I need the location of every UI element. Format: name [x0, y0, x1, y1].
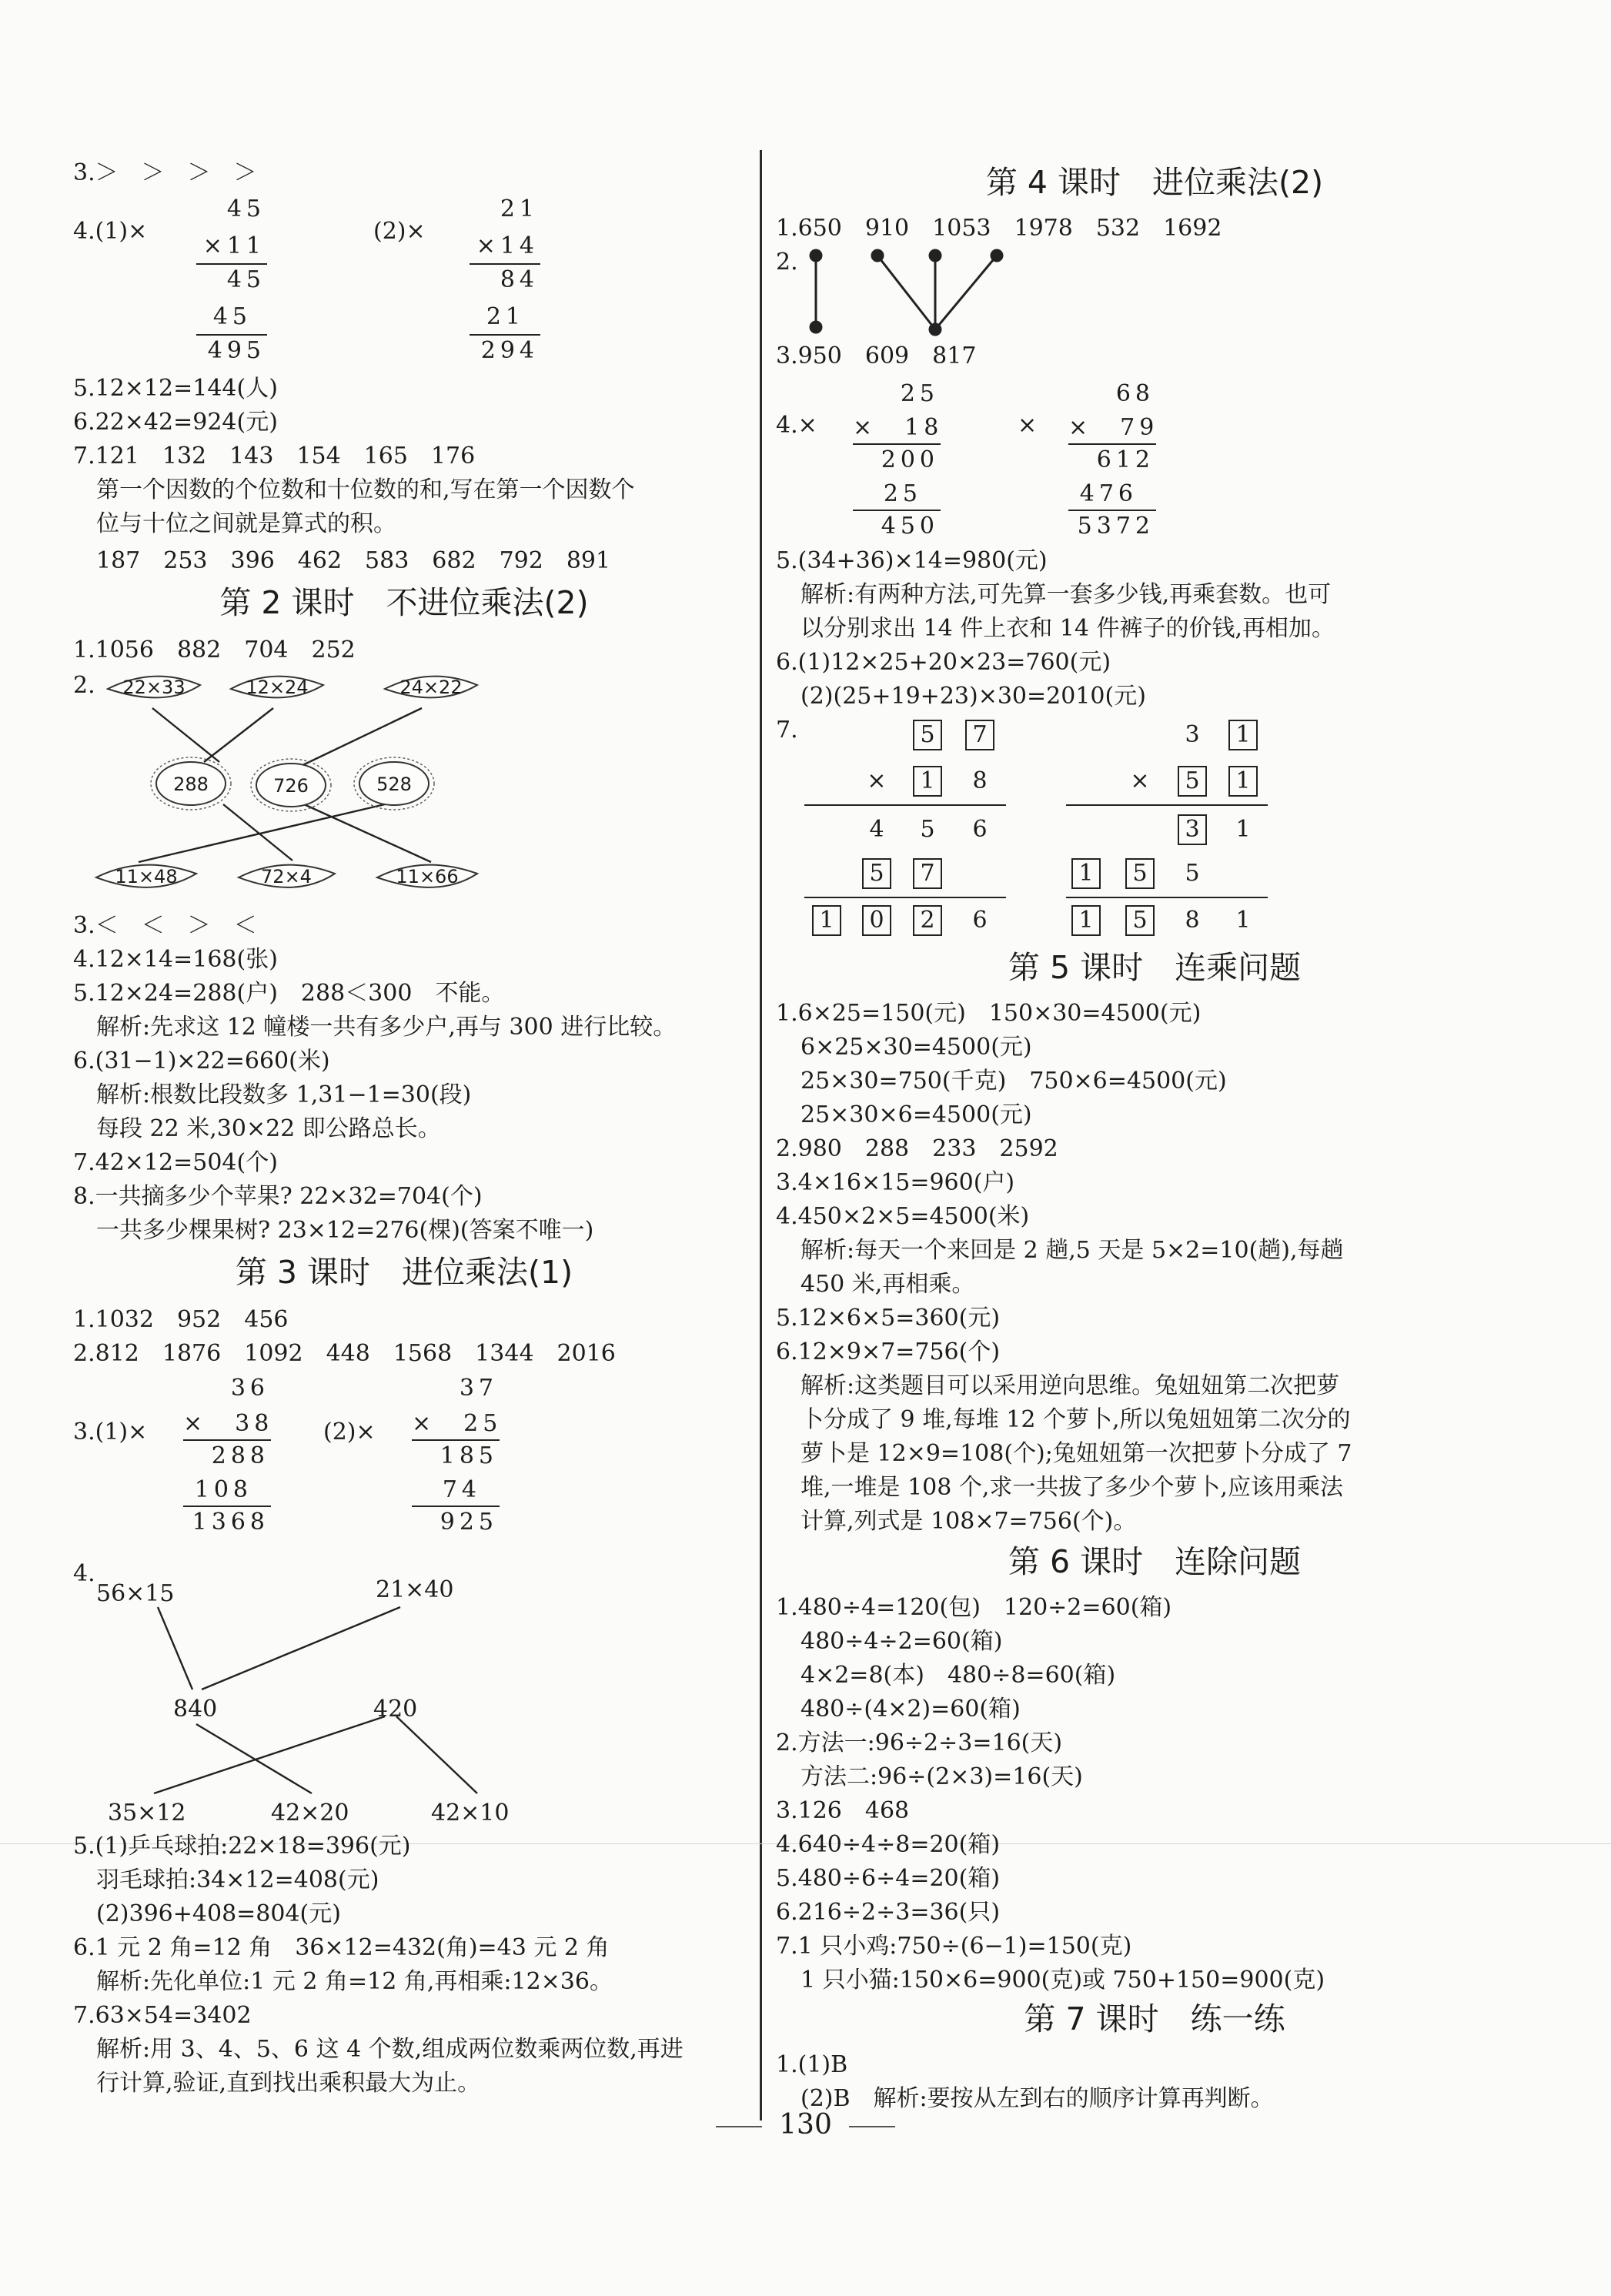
connect-diag-3 — [935, 256, 997, 329]
s4-mult1-res: 450 — [881, 513, 939, 540]
s4-q4-label2: × — [1018, 412, 1038, 439]
s4-q5-analysis2: 以分别求出 14 件上衣和 14 件裤子的价钱,再相加。 — [800, 615, 1335, 642]
s2-q8: 8.一共摘多少个苹果? 22×32=704(个) — [73, 1183, 483, 1210]
p1-r1-box1: 5 — [913, 720, 942, 750]
p2-r4-box1: 1 — [1071, 858, 1101, 889]
s5-q4: 4.450×2×5=4500(米) — [776, 1203, 1030, 1230]
leaf-top-1: 22×33 — [122, 677, 185, 698]
s4-q1: 1.650 910 1053 1978 532 1692 — [776, 215, 1222, 242]
s3-mult2-p1: 185 — [440, 1442, 498, 1469]
s3-q5: 5.(1)乒乓球拍:22×18=396(元) — [73, 1833, 411, 1860]
mult2-res: 294 — [480, 337, 539, 364]
s6-q3: 3.126 468 — [776, 1797, 910, 1824]
s4-mult1-p1: 200 — [881, 446, 939, 473]
s2-q6-analysis1: 解析:根数比段数多 1,31−1=30(段) — [96, 1081, 472, 1108]
s3-q2: 2.812 1876 1092 448 1568 1344 2016 — [73, 1340, 616, 1367]
p1-r5-box1: 1 — [812, 905, 841, 936]
s5-q1-d: 25×30×6=4500(元) — [800, 1101, 1032, 1128]
left-q5: 5.12×12=144(人) — [73, 375, 278, 402]
page-number-dash-right — [849, 2126, 895, 2127]
s3-q3-label2: (2)× — [323, 1419, 376, 1445]
leaf-bot-3: 11×66 — [396, 866, 459, 887]
s5-q6-analysis1: 解析:这类题目可以采用逆向思维。兔妞妞第二次把萝 — [800, 1372, 1340, 1399]
mult1-mid: ×11 — [202, 232, 266, 259]
s3-q7-analysis2: 行计算,验证,直到找出乘积最大为止。 — [96, 2070, 481, 2097]
s6-q1-b: 480÷4÷2=60(箱) — [800, 1628, 1003, 1655]
s4-q7-label: 7. — [776, 717, 798, 744]
s4-q6-second: (2)(25+19+23)×30=2010(元) — [800, 683, 1146, 710]
heading-lesson-7: 第 7 课时 练一练 — [1024, 2000, 1285, 2037]
s3-q1: 1.1032 952 456 — [73, 1306, 289, 1333]
s2-q3: 3.＜ ＜ ＞ ＜ — [73, 912, 257, 939]
s2-q4: 4.12×14=168(张) — [73, 946, 278, 973]
s4-mult2-rule2 — [1068, 510, 1156, 511]
p2-r1-box: 1 — [1228, 720, 1258, 750]
expr-21x40: 21×40 — [376, 1576, 454, 1603]
s5-q6-analysis5: 计算,列式是 108×7=756(个)。 — [800, 1508, 1137, 1535]
s5-q1-b: 6×25×30=4500(元) — [800, 1034, 1032, 1061]
s4-mult2-p1: 612 — [1096, 446, 1155, 473]
s2-q7: 7.42×12=504(个) — [73, 1149, 278, 1176]
s2-q6: 6.(31−1)×22=660(米) — [73, 1048, 330, 1074]
dot-top-4 — [991, 250, 1002, 261]
s4-q3: 3.950 609 817 — [776, 343, 977, 369]
s6-q2: 2.方法一:96÷2÷3=16(天) — [776, 1730, 1063, 1756]
s4-mult1-mid: × 18 — [853, 414, 944, 441]
s3-mult2-top: 37 — [459, 1375, 498, 1402]
s6-q4: 4.640÷4÷8=20(箱) — [776, 1831, 1001, 1858]
dot-bot-2 — [930, 324, 941, 335]
s4-mult2-top: 68 — [1115, 380, 1155, 407]
s3-mult1-res: 1368 — [192, 1509, 269, 1536]
left-q7: 7.121 132 143 154 165 176 — [73, 443, 476, 470]
s4-mult2-rule1 — [1068, 443, 1156, 445]
s3-q3-label1: 3.(1)× — [73, 1419, 148, 1445]
mult1-p1: 45 — [226, 266, 266, 293]
p1-r4-box2: 7 — [913, 858, 942, 889]
leaf-top-3: 24×22 — [399, 677, 463, 698]
left-q4-label1: 4.(1)× — [73, 218, 148, 245]
p2-r4-digit: 5 — [1185, 860, 1200, 887]
flower-3: 528 — [376, 774, 412, 795]
p2-rule2 — [1066, 897, 1268, 898]
p2-r2-box1: 5 — [1178, 766, 1207, 797]
s5-q4-analysis2: 450 米,再相乘。 — [800, 1271, 975, 1298]
p1-r4-box1: 5 — [862, 858, 891, 889]
s4-mult2-mid: × 79 — [1068, 414, 1159, 441]
s3-q6-analysis: 解析:先化单位:1 元 2 角=12 角,再相乘:12×36。 — [96, 1968, 613, 1995]
s5-q6-analysis4: 堆,一堆是 108 个,求一共拔了多少个萝卜,应该用乘法 — [800, 1474, 1343, 1501]
dot-top-3 — [930, 250, 941, 261]
s5-q2: 2.980 288 233 2592 — [776, 1135, 1058, 1162]
mult2-p1: 84 — [500, 266, 539, 293]
s3-mult1-top: 36 — [230, 1375, 269, 1402]
s3-mult2-mid: × 25 — [412, 1410, 503, 1437]
s5-q4-analysis1: 解析:每天一个来回是 2 趟,5 天是 5×2=10(趟),每趟 — [800, 1237, 1344, 1264]
heading-lesson-3: 第 3 课时 进位乘法(1) — [235, 1254, 573, 1291]
p2-r5-box2: 5 — [1125, 905, 1155, 936]
s3-q4-label: 4. — [73, 1560, 95, 1587]
expr-42x10: 42×10 — [431, 1800, 510, 1826]
mult2-p2: 21 — [486, 303, 525, 330]
s3-mult2-p2: 74 — [442, 1476, 481, 1503]
s3-mult1-mid: × 38 — [183, 1410, 274, 1437]
s3-mult2-res: 925 — [440, 1509, 498, 1536]
left-q6: 6.22×42=924(元) — [73, 409, 278, 436]
mult1-res: 495 — [207, 337, 266, 364]
s4-mult1-top: 25 — [900, 380, 939, 407]
p1-rule1 — [804, 804, 1006, 806]
s2-q2-label: 2. — [73, 672, 95, 699]
s5-q3: 3.4×16×15=960(户) — [776, 1169, 1015, 1196]
flower-2: 726 — [273, 775, 309, 797]
s6-q2-b: 方法二:96÷(2×3)=16(天) — [800, 1763, 1083, 1790]
left-q7-text2: 位与十位之间就是算式的积。 — [96, 510, 396, 537]
s2-q1: 1.1056 882 704 252 — [73, 637, 356, 663]
p1-times: × — [867, 767, 887, 794]
s4-mult2-p2: 476 — [1079, 480, 1138, 507]
p1-r5-digit: 6 — [972, 907, 988, 934]
page-number-dash-left — [716, 2126, 762, 2127]
s5-q6-analysis2: 卜分成了 9 堆,每堆 12 个萝卜,所以兔妞妞第二次分的 — [800, 1406, 1351, 1433]
s6-q6: 6.216÷2÷3=36(只) — [776, 1899, 1001, 1926]
mult1-p2: 45 — [212, 303, 252, 330]
p2-r5-box1: 1 — [1071, 905, 1101, 936]
s4-mult2-res: 5372 — [1077, 513, 1155, 540]
s3-q6: 6.1 元 2 角=12 角 36×12=432(角)=43 元 2 角 — [73, 1934, 610, 1961]
heading-lesson-4: 第 4 课时 进位乘法(2) — [985, 164, 1324, 201]
s6-q5: 5.480÷6÷4=20(箱) — [776, 1865, 1001, 1892]
s5-q6-analysis3: 萝卜是 12×9=108(个);兔妞妞第一次把萝卜分成了 7 — [800, 1440, 1352, 1467]
s3-q5-third: (2)396+408=804(元) — [96, 1900, 341, 1927]
p2-r3-box: 3 — [1178, 814, 1207, 845]
s3-q7-analysis1: 解析:用 3、4、5、6 这 4 个数,组成两位数乘两位数,再进 — [96, 2036, 684, 2063]
left-q4-label2: (2)× — [373, 218, 426, 245]
p1-r5-box2: 0 — [862, 905, 891, 936]
s4-q5: 5.(34+36)×14=980(元) — [776, 547, 1048, 574]
p2-times: × — [1130, 767, 1150, 794]
dot-top-1 — [811, 250, 821, 261]
p2-r2-box2: 1 — [1228, 766, 1258, 797]
connect-diag-1 — [877, 256, 935, 329]
s6-q1: 1.480÷4=120(包) 120÷2=60(箱) — [776, 1594, 1172, 1621]
s6-q7: 7.1 只小鸡:750÷(6−1)=150(克) — [776, 1933, 1132, 1960]
p2-r4-box2: 5 — [1125, 858, 1155, 889]
left-q3: 3.＞ ＞ ＞ ＞ — [73, 159, 257, 186]
s2-q5: 5.12×24=288(户) 288＜300 不能。 — [73, 980, 505, 1007]
expr-42x20: 42×20 — [271, 1800, 349, 1826]
p1-r3-d3: 6 — [972, 816, 988, 843]
left-q7-list: 187 253 396 462 583 682 792 891 — [96, 547, 611, 574]
s5-q5: 5.12×6×5=360(元) — [776, 1305, 1001, 1332]
s2-q5-analysis: 解析:先求这 12 幢楼一共有多少户,再与 300 进行比较。 — [96, 1014, 677, 1041]
flower-1: 288 — [173, 774, 209, 795]
val-420: 420 — [373, 1696, 418, 1723]
expr-56x15: 56×15 — [96, 1580, 175, 1607]
s3-mult1-p2: 108 — [194, 1476, 252, 1503]
page-number-value: 130 — [779, 2109, 832, 2141]
s3-q7: 7.63×54=3402 — [73, 2002, 252, 2029]
s4-q5-analysis1: 解析:有两种方法,可先算一套多少钱,再乘套数。也可 — [800, 581, 1332, 608]
s2-q6-analysis2: 每段 22 米,30×22 即公路总长。 — [96, 1115, 441, 1142]
leaf-bot-1: 11×48 — [115, 866, 178, 887]
expr-35x12: 35×12 — [108, 1800, 186, 1826]
s4-mult1-rule2 — [853, 510, 941, 511]
s4-q2-label: 2. — [776, 249, 798, 276]
s4-mult1-p2: 25 — [883, 480, 922, 507]
mult2-mid: ×14 — [476, 232, 539, 259]
p1-rule2 — [804, 897, 1006, 898]
p1-r1-box2: 7 — [965, 720, 994, 750]
dot-top-2 — [872, 250, 883, 261]
p1-r3-d2: 5 — [920, 816, 935, 843]
leaf-bot-2: 72×4 — [261, 866, 312, 887]
leaf-top-2: 12×24 — [246, 677, 309, 698]
p1-r3-d1: 4 — [869, 816, 884, 843]
heading-lesson-6: 第 6 课时 连除问题 — [1008, 1543, 1302, 1580]
s7-q1-b: (2)B 解析:要按从左到右的顺序计算再判断。 — [800, 2085, 1274, 2112]
mult2-top: 21 — [500, 196, 539, 222]
s2-q8-second: 一共多少棵果树? 23×12=276(棵)(答案不唯一) — [96, 1217, 594, 1244]
s5-q1: 1.6×25=150(元) 150×30=4500(元) — [776, 1000, 1202, 1027]
p2-r5-d3: 8 — [1185, 907, 1200, 934]
heading-lesson-2: 第 2 课时 不进位乘法(2) — [219, 584, 589, 621]
p2-r5-d4: 1 — [1235, 907, 1251, 934]
s4-mult1-rule1 — [853, 443, 941, 445]
dot-bot-1 — [811, 322, 821, 333]
s3-q5-second: 羽毛球拍:34×12=408(元) — [96, 1867, 379, 1893]
p1-r2-box: 1 — [913, 766, 942, 797]
s6-q1-c: 4×2=8(本) 480÷8=60(箱) — [800, 1662, 1116, 1689]
left-q7-text1: 第一个因数的个位数和十位数的和,写在第一个因数个 — [96, 476, 635, 503]
val-840: 840 — [173, 1696, 218, 1723]
page-number — [0, 2109, 1611, 2141]
mult1-top: 45 — [226, 196, 266, 222]
p2-rule1 — [1066, 804, 1268, 806]
s5-q1-c: 25×30=750(千克) 750×6=4500(元) — [800, 1068, 1227, 1095]
s6-q1-d: 480÷(4×2)=60(箱) — [800, 1696, 1021, 1723]
s4-q6: 6.(1)12×25+20×23=760(元) — [776, 649, 1111, 676]
s4-q4-label1: 4.× — [776, 412, 817, 439]
s6-q7-b: 1 只小猫:150×6=900(克)或 750+150=900(克) — [800, 1967, 1325, 1994]
s7-q1: 1.(1)B — [776, 2051, 848, 2078]
heading-lesson-5: 第 5 课时 连乘问题 — [1008, 949, 1302, 986]
s3-mult1-p1: 288 — [211, 1442, 269, 1469]
p1-r5-box3: 2 — [913, 905, 942, 936]
p2-r1-digit: 3 — [1185, 721, 1200, 748]
s5-q6: 6.12×9×7=756(个) — [776, 1338, 1001, 1365]
p1-r2-digit: 8 — [972, 767, 988, 794]
p2-r3-digit: 1 — [1235, 816, 1251, 843]
